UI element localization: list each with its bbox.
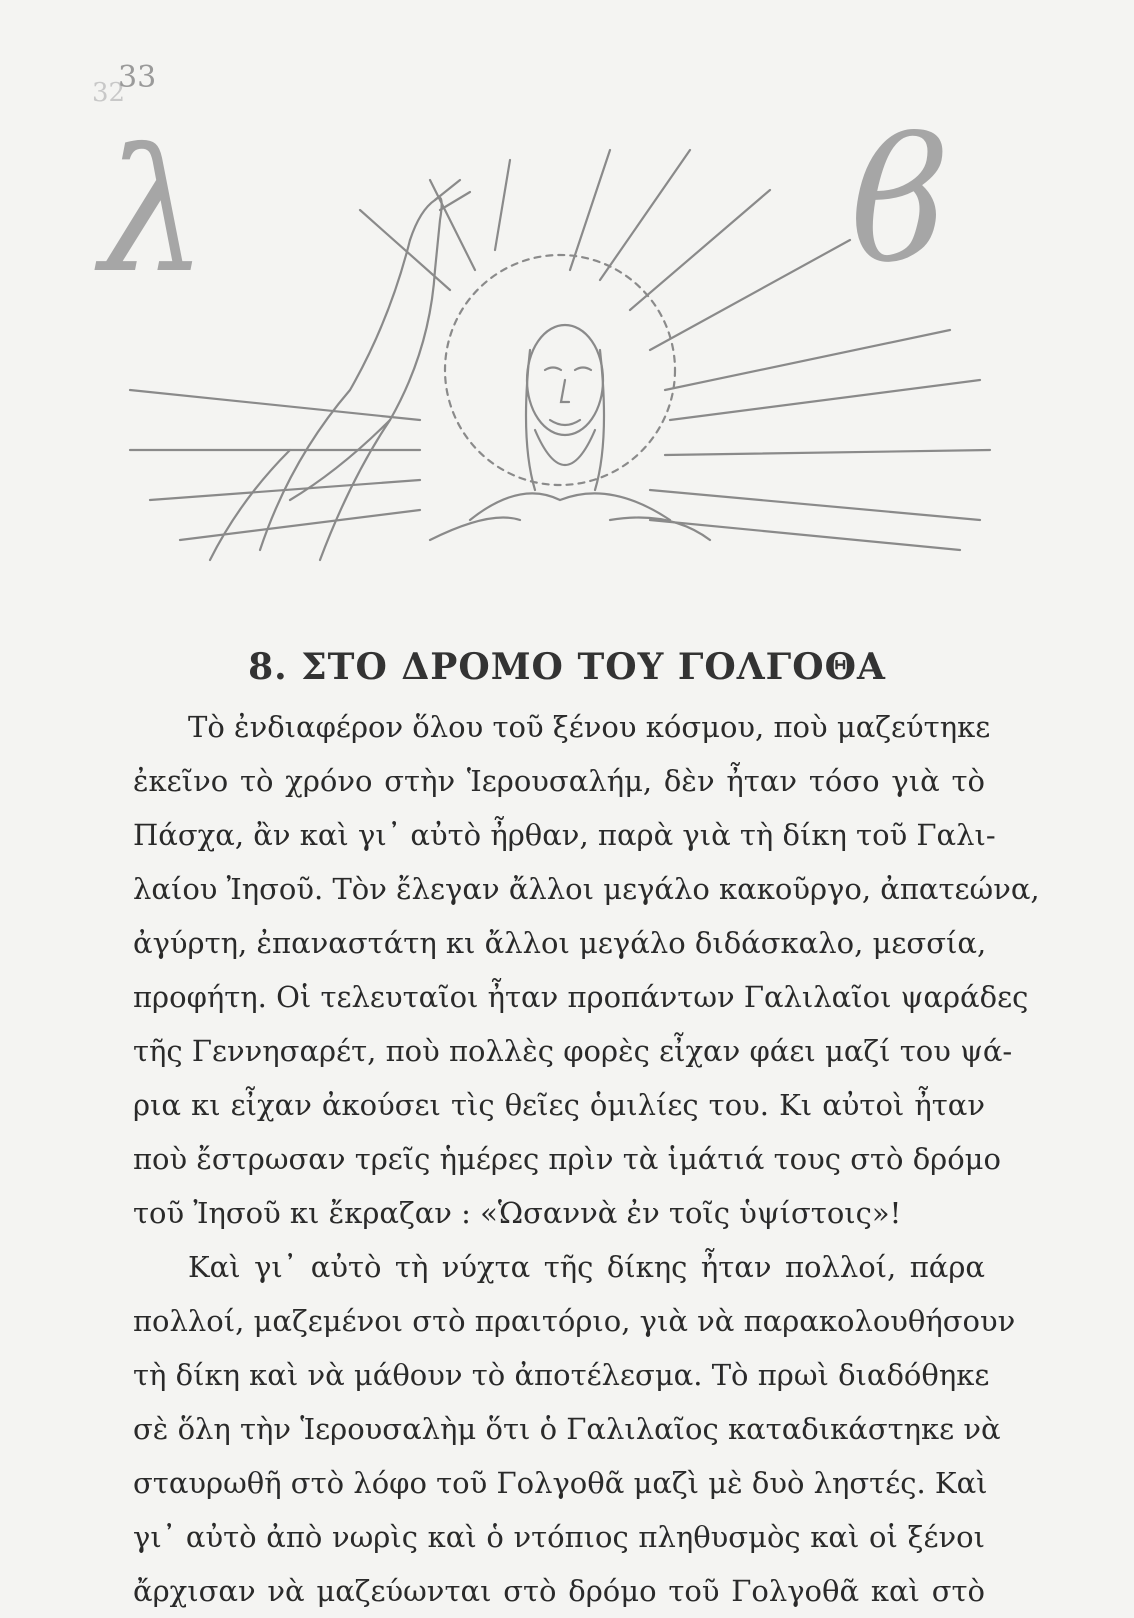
chapter-title: 8. ΣΤΟ ΔΡΟΜΟ ΤΟΥ ΓΟΛΓΟΘΑ	[248, 646, 886, 689]
text-line: σταυρωθῆ στὸ λόφο τοῦ Γολγοθᾶ μαζὶ μὲ δυὸ ληστές. Καὶ	[133, 1466, 988, 1500]
text-line: Πάσχα, ἂν καὶ γι᾿ αὐτὸ ἦρθαν, παρὰ γιὰ τὴ δίκη τοῦ Γαλι-	[133, 818, 996, 852]
ghost-page-number: 32	[92, 78, 126, 108]
body-text	[133, 700, 1040, 1618]
christ-with-rays-and-hand-illustration	[90, 120, 1020, 570]
text-line: τῆς Γεννησαρέτ, ποὺ πολλὲς φορὲς εἶχαν φάει μαζί του ψά-	[133, 1034, 1013, 1068]
text-line: τοῦ Ἰησοῦ κι ἔκραζαν : «Ὡσαννὰ ἐν τοῖς ὑψίστοις»!	[133, 1196, 902, 1230]
text-line: ποὺ ἔστρωσαν τρεῖς ἡμέρες πρὶν τὰ ἱμάτιά τους στὸ δρόμο	[133, 1142, 1001, 1176]
text-line: λαίου Ἰησοῦ. Τὸν ἔλεγαν ἄλλοι μεγάλο κακοῦργο, ἀπατεώνα,	[133, 872, 1040, 906]
page-number: 33	[118, 60, 157, 95]
text-line: Καὶ γι᾿ αὐτὸ τὴ νύχτα τῆς δίκης ἦταν πολλοί, πάρα	[188, 1250, 985, 1284]
text-line: ἐκεῖνο τὸ χρόνο στὴν Ἱερουσαλήμ, δὲν ἦταν τόσο γιὰ τὸ	[133, 764, 985, 798]
text-line: ἄρχισαν νὰ μαζεύωνται στὸ δρόμο τοῦ Γολγοθᾶ καὶ στὸ	[133, 1574, 985, 1608]
text-line: Τὸ ἐνδιαφέρον ὅλου τοῦ ξένου κόσμου, ποὺ μαζεύτηκε	[188, 710, 991, 744]
left-decorative-letter: λ	[100, 120, 208, 311]
right-decorative-letter: ϐ	[850, 120, 950, 301]
text-line: σὲ ὅλη τὴν Ἱερουσαλὴμ ὅτι ὁ Γαλιλαῖος καταδικάστηκε νὰ	[133, 1412, 1001, 1446]
text-line: τὴ δίκη καὶ νὰ μάθουν τὸ ἀποτέλεσμα. Τὸ πρωὶ διαδόθηκε	[133, 1358, 990, 1392]
text-line: ρια κι εἶχαν ἀκούσει τὶς θεῖες ὁμιλίες του. Κι αὐτοὶ ἦταν	[133, 1088, 985, 1122]
text-line: προφήτη. Οἱ τελευταῖοι ἦταν προπάντων Γαλιλαῖοι ψαράδες	[133, 980, 1029, 1014]
text-line: γι᾿ αὐτὸ ἀπὸ νωρὶς καὶ ὁ ντόπιος πληθυσμὸς καὶ οἱ ξένοι	[133, 1520, 985, 1554]
text-line: πολλοί, μαζεμένοι στὸ πραιτόριο, γιὰ νὰ παρακολουθήσουν	[133, 1304, 1016, 1338]
text-line: ἀγύρτη, ἐπαναστάτη κι ἄλλοι μεγάλο διδάσκαλο, μεσσία,	[133, 926, 987, 960]
